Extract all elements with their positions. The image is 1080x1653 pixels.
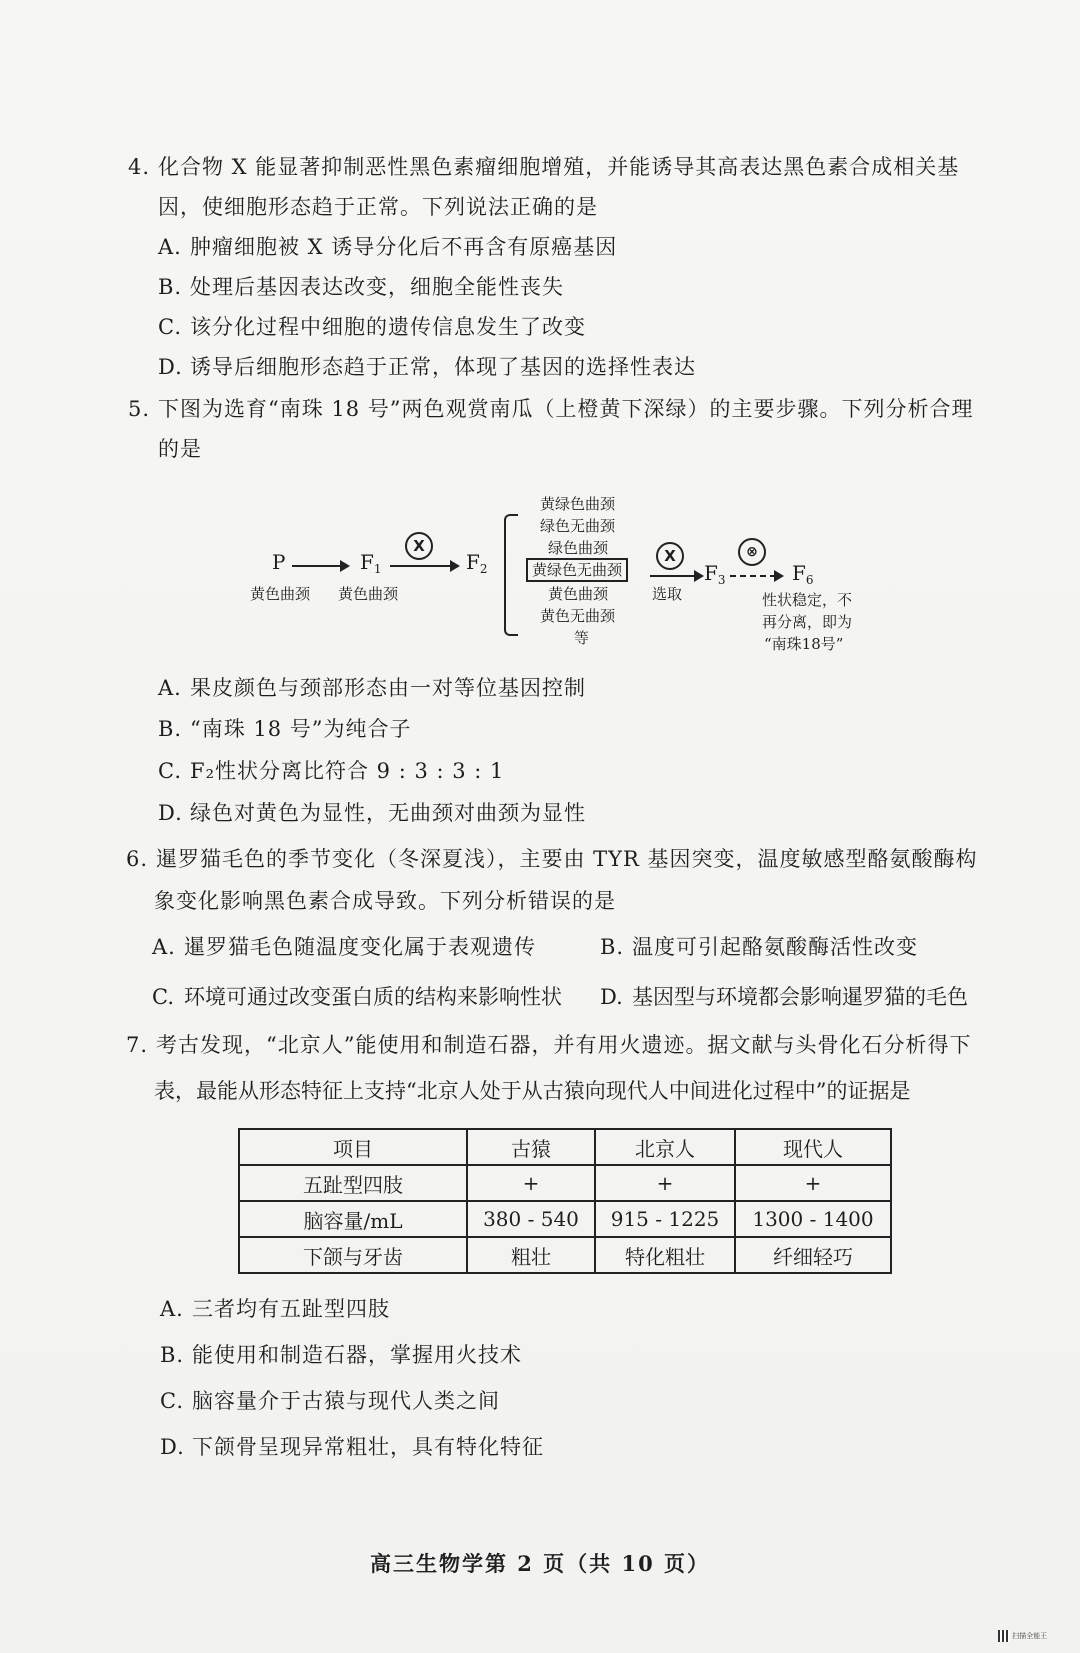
q7-option-a: A. 三者均有五趾型四肢: [160, 1297, 390, 1321]
q6-number: 6.: [126, 847, 149, 871]
q4-option-c: C. 该分化过程中细胞的遗传信息发生了改变: [158, 315, 586, 339]
q4-option-b: B. 处理后基因表达改变，细胞全能性丧失: [158, 275, 564, 299]
f2-generation: $F_2$: [466, 550, 488, 576]
q5-stem-line1: 5. 下图为选育“南珠 18 号”两色观赏南瓜（上橙黄下深绿）的主要步骤。下列分析合理: [128, 394, 974, 424]
table-cell: 纤细轻巧: [735, 1237, 891, 1273]
table-cell: 380 - 540: [467, 1201, 595, 1237]
q7-stem-line2: 表，最能从形态特征上支持“北京人处于从古猿向现代人中间进化过程中”的证据是: [154, 1079, 911, 1103]
q5-number: 5.: [128, 397, 151, 421]
f6-note-line1: 性状稳定，不: [762, 591, 853, 609]
table-cell: 1300 - 1400: [735, 1201, 891, 1237]
q5-stem-line2: 的是: [158, 437, 202, 461]
q6-option-a: A. 暹罗猫毛色随温度变化属于表观遗传: [152, 935, 536, 959]
q5-option-a: A. 果皮颜色与颈部形态由一对等位基因控制: [158, 676, 586, 700]
q4-number: 4.: [128, 155, 151, 179]
q5-option-b: B. “南珠 18 号”为纯合子: [158, 717, 412, 741]
f6-note-line3: “南珠18号”: [764, 635, 844, 653]
f2-item-1: 黄绿色曲颈: [540, 495, 616, 513]
f6-note-line2: 再分离，即为: [762, 613, 853, 631]
qr-code-icon: [998, 1630, 1010, 1642]
q5-option-d: D. 绿色对黄色为显性，无曲颈对曲颈为显性: [158, 801, 586, 825]
table-header-row: [239, 1129, 891, 1165]
table-cell: +: [595, 1165, 735, 1201]
table-cell: 五趾型四肢: [239, 1165, 467, 1201]
table-cell: 脑容量/mL: [239, 1201, 467, 1237]
table-header-cell: 北京人: [595, 1129, 735, 1165]
scanner-watermark: 扫描全能王: [998, 1630, 1068, 1646]
self-cross-symbol-2: X: [656, 542, 684, 570]
page-footer: 高三生物学第 2 页（共 10 页）: [369, 1551, 711, 1576]
f3-generation: $F_3$: [704, 561, 726, 587]
q5-option-c: C. F₂性状分离比符合 9 : 3 : 3 : 1: [158, 759, 505, 783]
q6-option-c: C. 环境可通过改变蛋白质的结构来影响性状: [152, 985, 562, 1009]
f3-to-f6-arrow: [730, 575, 782, 577]
q7-number: 7.: [126, 1033, 149, 1057]
f2-item-2: 绿色无曲颈: [540, 517, 616, 535]
repeated-self-cross-symbol: ⊗: [738, 538, 766, 566]
f2-selected-item: 黄绿色无曲颈: [526, 558, 628, 582]
f1-phenotype-label: 黄色曲颈: [338, 585, 399, 603]
self-cross-symbol-1: X: [405, 532, 433, 560]
table-cell: 特化粗壮: [595, 1237, 735, 1273]
q6-option-b: B. 温度可引起酪氨酸酶活性改变: [600, 935, 918, 959]
table-cell: +: [735, 1165, 891, 1201]
f2-bracket: [504, 514, 518, 636]
select-label: 选取: [652, 585, 683, 603]
table-header-cell: 现代人: [735, 1129, 891, 1165]
p-generation: P: [272, 550, 286, 574]
f2-item-3: 绿色曲颈: [548, 539, 609, 557]
table-row: [239, 1237, 891, 1273]
f6-generation: $F_6$: [792, 561, 814, 587]
q4-stem-line2: 因，使细胞形态趋于正常。下列说法正确的是: [158, 195, 598, 219]
q7-option-c: C. 脑容量介于古猿与现代人类之间: [160, 1389, 500, 1413]
p-to-f1-arrow: [292, 565, 348, 567]
table-header-cell: 古猿: [467, 1129, 595, 1165]
q4-option-d: D. 诱导后细胞形态趋于正常，体现了基因的选择性表达: [158, 355, 696, 379]
f2-to-f3-arrow: [650, 575, 702, 577]
table-row: [239, 1201, 891, 1237]
f2-item-6: 黄色无曲颈: [540, 607, 616, 625]
q6-stem-line1: 6. 暹罗猫毛色的季节变化（冬深夏浅），主要由 TYR 基因突变，温度敏感型酪氨酸酶构: [126, 844, 978, 874]
table-cell: 915 - 1225: [595, 1201, 735, 1237]
table-cell: 下颌与牙齿: [239, 1237, 467, 1273]
f2-item-etc: 等: [574, 629, 590, 647]
f1-generation: $F_1$: [360, 550, 382, 576]
q6-stem-line2: 象变化影响黑色素合成导致。下列分析错误的是: [154, 889, 616, 913]
table-row: [239, 1165, 891, 1201]
q7-option-b: B. 能使用和制造石器，掌握用火技术: [160, 1343, 522, 1367]
q6-option-d: D. 基因型与环境都会影响暹罗猫的毛色: [600, 985, 968, 1009]
q7-option-d: D. 下颌骨呈现异常粗壮，具有特化特征: [160, 1435, 544, 1459]
p-phenotype-label: 黄色曲颈: [250, 585, 311, 603]
f1-to-f2-arrow: [390, 565, 458, 567]
comparison-table: [238, 1128, 892, 1274]
table-header-cell: 项目: [239, 1129, 467, 1165]
table-cell: 粗壮: [467, 1237, 595, 1273]
f2-item-5: 黄色曲颈: [548, 585, 609, 603]
q4-option-a: A. 肿瘤细胞被 X 诱导分化后不再含有原癌基因: [158, 235, 618, 259]
q7-stem-line1: 7. 考古发现，“北京人”能使用和制造石器，并有用火遗迹。据文献与头骨化石分析得下: [126, 1030, 971, 1060]
q4-stem-line1: 4. 化合物 X 能显著抑制恶性黑色素瘤细胞增殖，并能诱导其高表达黑色素合成相关基: [128, 152, 959, 182]
table-cell: +: [467, 1165, 595, 1201]
